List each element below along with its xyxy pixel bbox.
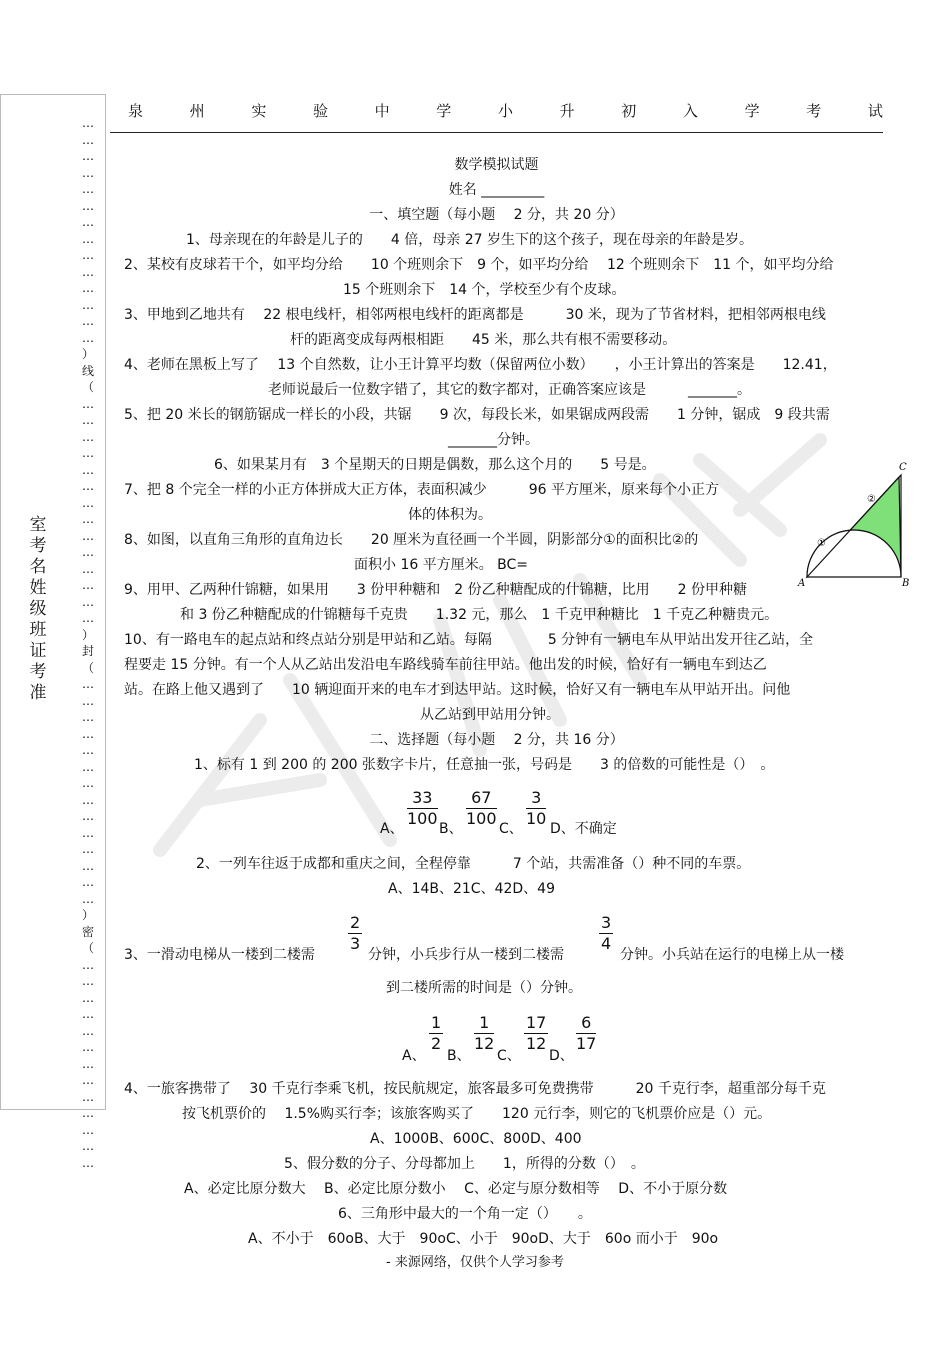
choice-q3-opt-a: A、 bbox=[402, 1048, 426, 1064]
seal-mark: … bbox=[82, 396, 94, 411]
side-label-char: 考 bbox=[29, 536, 47, 556]
seal-mark: ） bbox=[81, 627, 94, 642]
q5-text-cont: _______分钟。 bbox=[448, 432, 539, 448]
footer-note: - 来源网络，仅供个人学习参考 bbox=[386, 1255, 564, 1270]
q4-text: 4、老师在黑板上写了 13 个自然数，让小王计算平均数（保留两位小数） ，小王计算出的答案是 12.41， bbox=[124, 357, 837, 373]
q5-text: 5、把 20 米长的钢筋锯成一样长的小段，共锯 9 次，每段长米，如果锯成两段需 1 分钟，锯成 9 段共需 bbox=[124, 407, 830, 423]
label-region-1: ① bbox=[817, 538, 826, 549]
header-char: 初 bbox=[621, 102, 637, 120]
seal-mark: … bbox=[82, 264, 94, 279]
choice-q6-options: A、不小于 60oB、大于 90oC、小于 90oD、大于 60o 而小于 90o bbox=[248, 1231, 719, 1247]
choice-q3-frac-1: $\frac{2}{3}$ bbox=[350, 913, 361, 953]
choice-q3-opt-c: C、 bbox=[497, 1048, 521, 1064]
seal-mark: （ bbox=[81, 380, 94, 394]
seal-mark: 密 bbox=[81, 924, 94, 939]
seal-mark: （ bbox=[81, 660, 94, 675]
seal-mark: … bbox=[82, 957, 94, 972]
q6-text: 6、如果某月有 3 个星期天的日期是偶数，那么这个月的 5 号是。 bbox=[214, 457, 656, 473]
seal-mark: … bbox=[82, 479, 94, 493]
choice-q3-frac-2: $\frac{3}{4}$ bbox=[601, 913, 612, 953]
seal-mark: … bbox=[82, 297, 94, 312]
seal-mark: … bbox=[82, 875, 94, 889]
seal-mark: … bbox=[82, 792, 94, 807]
choice-q3-text-c: 分钟。小兵站在运行的电梯上从一楼 bbox=[620, 947, 844, 963]
seal-mark: （ bbox=[81, 941, 94, 955]
seal-mark: … bbox=[82, 594, 94, 609]
q9-text-cont: 和 3 份乙种糖配成的什锦糖每千克贵 1.32 元，那么 1 千克甲种糖比 1 千克乙种糖贵元。 bbox=[180, 607, 779, 623]
label-a: A bbox=[798, 578, 806, 588]
header-char: 验 bbox=[312, 102, 328, 120]
seal-mark: … bbox=[82, 1007, 94, 1021]
seal-mark: … bbox=[82, 759, 94, 774]
side-label-char: 班 bbox=[29, 620, 47, 640]
seal-mark: … bbox=[82, 1106, 94, 1120]
seal-mark: … bbox=[82, 330, 94, 345]
seal-mark: ） bbox=[81, 347, 94, 361]
q10-text-4: 从乙站到甲站用分钟。 bbox=[420, 707, 560, 723]
header-rule bbox=[110, 132, 883, 133]
seal-mark: … bbox=[82, 281, 94, 295]
seal-mark: … bbox=[82, 429, 94, 444]
seal-mark: … bbox=[82, 149, 94, 163]
seal-mark: … bbox=[82, 1073, 94, 1087]
header-char: 实 bbox=[251, 102, 267, 120]
choice-q1-opt-d: D、不确定 bbox=[550, 821, 617, 837]
q10-text-3: 站。在路上他又遇到了 10 辆迎面开来的电车才到达甲站。这时候，恰好又有一辆电车从甲站开出。问他 bbox=[124, 682, 791, 698]
choice-q1-opt-b: B、 bbox=[439, 821, 463, 837]
label-b: B bbox=[902, 578, 910, 588]
seal-mark: … bbox=[82, 446, 94, 460]
seal-mark: … bbox=[82, 891, 94, 906]
choice-q4-text: 4、一旅客携带了 30 千克行李乘飞机，按民航规定，旅客最多可免费携带 20 千克行李，超重部分每千克 bbox=[124, 1081, 826, 1097]
seal-mark: … bbox=[82, 495, 94, 510]
header-char: 学 bbox=[744, 102, 760, 120]
seal-mark: … bbox=[82, 743, 94, 757]
seal-mark: … bbox=[82, 132, 94, 147]
side-label-char: 考 bbox=[29, 662, 47, 682]
choice-q1-opt-a: A、 bbox=[380, 821, 404, 837]
seal-mark: … bbox=[82, 1089, 94, 1104]
q2-text: 2、某校有皮球若干个，如平均分给 10 个班则余下 9 个，如平均分给 12 个班则余下 11 个，如平均分给 bbox=[124, 257, 834, 273]
q10-text: 10、有一路电车的起点站和终点站分别是甲站和乙站。每隔 5 分钟有一辆电车从甲站出发开往乙站，全 bbox=[124, 632, 814, 648]
seal-mark: … bbox=[82, 611, 94, 625]
header-char: 小 bbox=[497, 102, 513, 120]
page-header bbox=[128, 100, 883, 121]
choice-q3-text-b: 分钟，小兵步行从一楼到二楼需 bbox=[368, 947, 564, 963]
header-char: 泉 bbox=[128, 102, 144, 120]
seal-mark: ） bbox=[81, 908, 94, 922]
choice-q1-frac-d: $\frac{3}{10}$ bbox=[526, 788, 547, 828]
seal-mark: … bbox=[82, 1139, 94, 1153]
seal-mark: … bbox=[82, 974, 94, 988]
seal-mark: … bbox=[82, 726, 94, 741]
section2-heading: 二、选择题（每小题 2 分，共 16 分） bbox=[369, 732, 624, 748]
seal-mark: … bbox=[82, 165, 94, 180]
q10-text-2: 程要走 15 分钟。有一个人从乙站出发沿电车路线骑车前往甲站。他出发的时候，恰好有一辆电车到达乙 bbox=[124, 657, 767, 673]
choice-q1-text: 1、标有 1 到 200 的 200 张数字卡片，任意抽一张，号码是 3 的倍数的可能性是（） 。 bbox=[194, 757, 775, 773]
header-char: 升 bbox=[559, 102, 575, 120]
seal-mark: … bbox=[82, 1122, 94, 1137]
q8-text: 8、如图，以直角三角形的直角边长 20 厘米为直径画一个半圆，阴影部分①的面积比②的 bbox=[124, 532, 699, 548]
choice-q1-opt-c: C、 bbox=[499, 821, 523, 837]
name-field: 姓名 _________ bbox=[448, 182, 545, 198]
seal-mark: … bbox=[82, 462, 94, 477]
seal-mark: … bbox=[82, 858, 94, 873]
seal-mark: … bbox=[82, 215, 94, 229]
header-char: 试 bbox=[867, 102, 883, 120]
choice-q5-options: A、必定比原分数大 B、必定比原分数小 C、必定与原分数相等 D、不小于原分数 bbox=[184, 1181, 728, 1197]
seal-mark: … bbox=[82, 182, 94, 196]
choice-q2-text: 2、一列车往返于成都和重庆之间，全程停靠 7 个站，共需准备（）种不同的车票。 bbox=[196, 856, 751, 872]
seal-mark: … bbox=[82, 314, 94, 328]
choice-q4-text-cont: 按飞机票价的 1.5%购买行李；该旅客购买了 120 元行李，则它的飞机票价应是（）元。 bbox=[182, 1106, 772, 1122]
q7-text-cont: 体的体积为。 bbox=[408, 507, 492, 523]
triangle-figure bbox=[795, 458, 915, 588]
side-label-char: 准 bbox=[29, 683, 47, 703]
seal-mark: … bbox=[82, 825, 94, 840]
seal-mark: … bbox=[82, 561, 94, 576]
side-label-char: 名 bbox=[29, 557, 47, 577]
choice-q3-frac-d: $\frac{6}{17}$ bbox=[576, 1013, 597, 1053]
side-label-char: 室 bbox=[29, 515, 47, 535]
choice-q3-frac-a: $\frac{1}{2}$ bbox=[431, 1013, 442, 1053]
q2-text-cont: 15 个班则余下 14 个，学校至少有个皮球。 bbox=[343, 282, 626, 298]
exam-id-label bbox=[27, 515, 49, 704]
seal-mark: … bbox=[82, 545, 94, 559]
seal-mark: … bbox=[82, 248, 94, 262]
q3-text-cont: 杆的距离变成每两根相距 45 米，那么共有根不需要移动。 bbox=[290, 332, 677, 348]
seal-mark: 线 bbox=[81, 363, 94, 378]
seal-mark: … bbox=[82, 776, 94, 790]
seal-mark: … bbox=[82, 990, 94, 1005]
q3-text: 3、甲地到乙地共有 22 根电线杆，相邻两根电线杆的距离都是 30 米，现为了节省材料，把相邻两根电线 bbox=[124, 307, 826, 323]
choice-q1-frac-c: $\frac{67}{100}$ bbox=[466, 788, 497, 828]
choice-q3-text-cont: 到二楼所需的时间是（）分钟。 bbox=[386, 980, 582, 996]
q9-text: 9、用甲、乙两种什锦糖，如果用 3 份甲种糖和 2 份乙种糖配成的什锦糖，比用 2 份甲种糖 bbox=[124, 582, 747, 598]
seal-mark: … bbox=[82, 1040, 94, 1054]
choice-q3-frac-b: $\frac{1}{12}$ bbox=[474, 1013, 495, 1053]
choice-q4-options: A、1000B、600C、800D、400 bbox=[370, 1131, 582, 1147]
seal-mark: … bbox=[82, 842, 94, 856]
side-label-char: 姓 bbox=[29, 578, 47, 598]
q8-text-cont: 面积小 16 平方厘米。 BC= bbox=[354, 557, 529, 573]
choice-q6-text: 6、三角形中最大的一个角一定（） 。 bbox=[338, 1206, 592, 1222]
seal-mark: … bbox=[82, 1056, 94, 1071]
q1-text: 1、母亲现在的年龄是儿子的 4 倍，母亲 27 岁生下的这个孩子，现在母亲的年龄是岁。 bbox=[186, 232, 753, 248]
page-title: 数学模拟试题 bbox=[454, 157, 539, 173]
seal-mark: … bbox=[82, 809, 94, 823]
choice-q3-frac-c: $\frac{17}{12}$ bbox=[526, 1013, 547, 1053]
choice-q3-opt-d: D、 bbox=[549, 1048, 574, 1064]
header-char: 学 bbox=[436, 102, 452, 120]
label-c: C bbox=[899, 462, 907, 473]
choice-q3-opt-b: B、 bbox=[447, 1048, 471, 1064]
header-char: 考 bbox=[806, 102, 822, 120]
side-label-char: 级 bbox=[29, 599, 47, 619]
choice-q5-text: 5、假分数的分子、分母都加上 1，所得的分数（） 。 bbox=[284, 1156, 645, 1172]
seal-line-marks bbox=[77, 115, 99, 1171]
label-region-2: ② bbox=[867, 494, 876, 505]
seal-mark: … bbox=[82, 413, 94, 427]
q7-text: 7、把 8 个完全一样的小正方体拼成大正方体，表面积减少 96 平方厘米，原来每个小正方 bbox=[124, 482, 719, 498]
choice-q3-text-a: 3、一滑动电梯从一楼到二楼需 bbox=[124, 947, 315, 963]
header-char: 入 bbox=[682, 102, 698, 120]
section1-heading: 一、填空题（每小题 2 分，共 20 分） bbox=[369, 207, 624, 223]
seal-mark: … bbox=[82, 528, 94, 543]
header-char: 州 bbox=[189, 102, 205, 120]
seal-mark: … bbox=[82, 116, 94, 130]
choice-q2-options: A、14B、21C、42D、49 bbox=[388, 881, 555, 897]
seal-mark: … bbox=[82, 231, 94, 246]
seal-mark: … bbox=[82, 677, 94, 691]
header-char: 中 bbox=[374, 102, 390, 120]
side-label-char: 证 bbox=[29, 641, 47, 661]
seal-mark: … bbox=[82, 512, 94, 526]
seal-mark: … bbox=[82, 578, 94, 592]
seal-mark: … bbox=[82, 1155, 94, 1170]
seal-mark: … bbox=[82, 693, 94, 708]
seal-mark: … bbox=[82, 198, 94, 213]
seal-mark: 封 bbox=[81, 644, 94, 658]
seal-mark: … bbox=[82, 710, 94, 724]
binding-strip bbox=[0, 94, 106, 1170]
seal-mark: … bbox=[82, 1023, 94, 1038]
choice-q1-frac-b: $\frac{33}{100}$ bbox=[407, 788, 438, 828]
q4-text-cont: 老师说最后一位数字错了，其它的数字都对，正确答案应该是 _______。 bbox=[268, 382, 751, 398]
